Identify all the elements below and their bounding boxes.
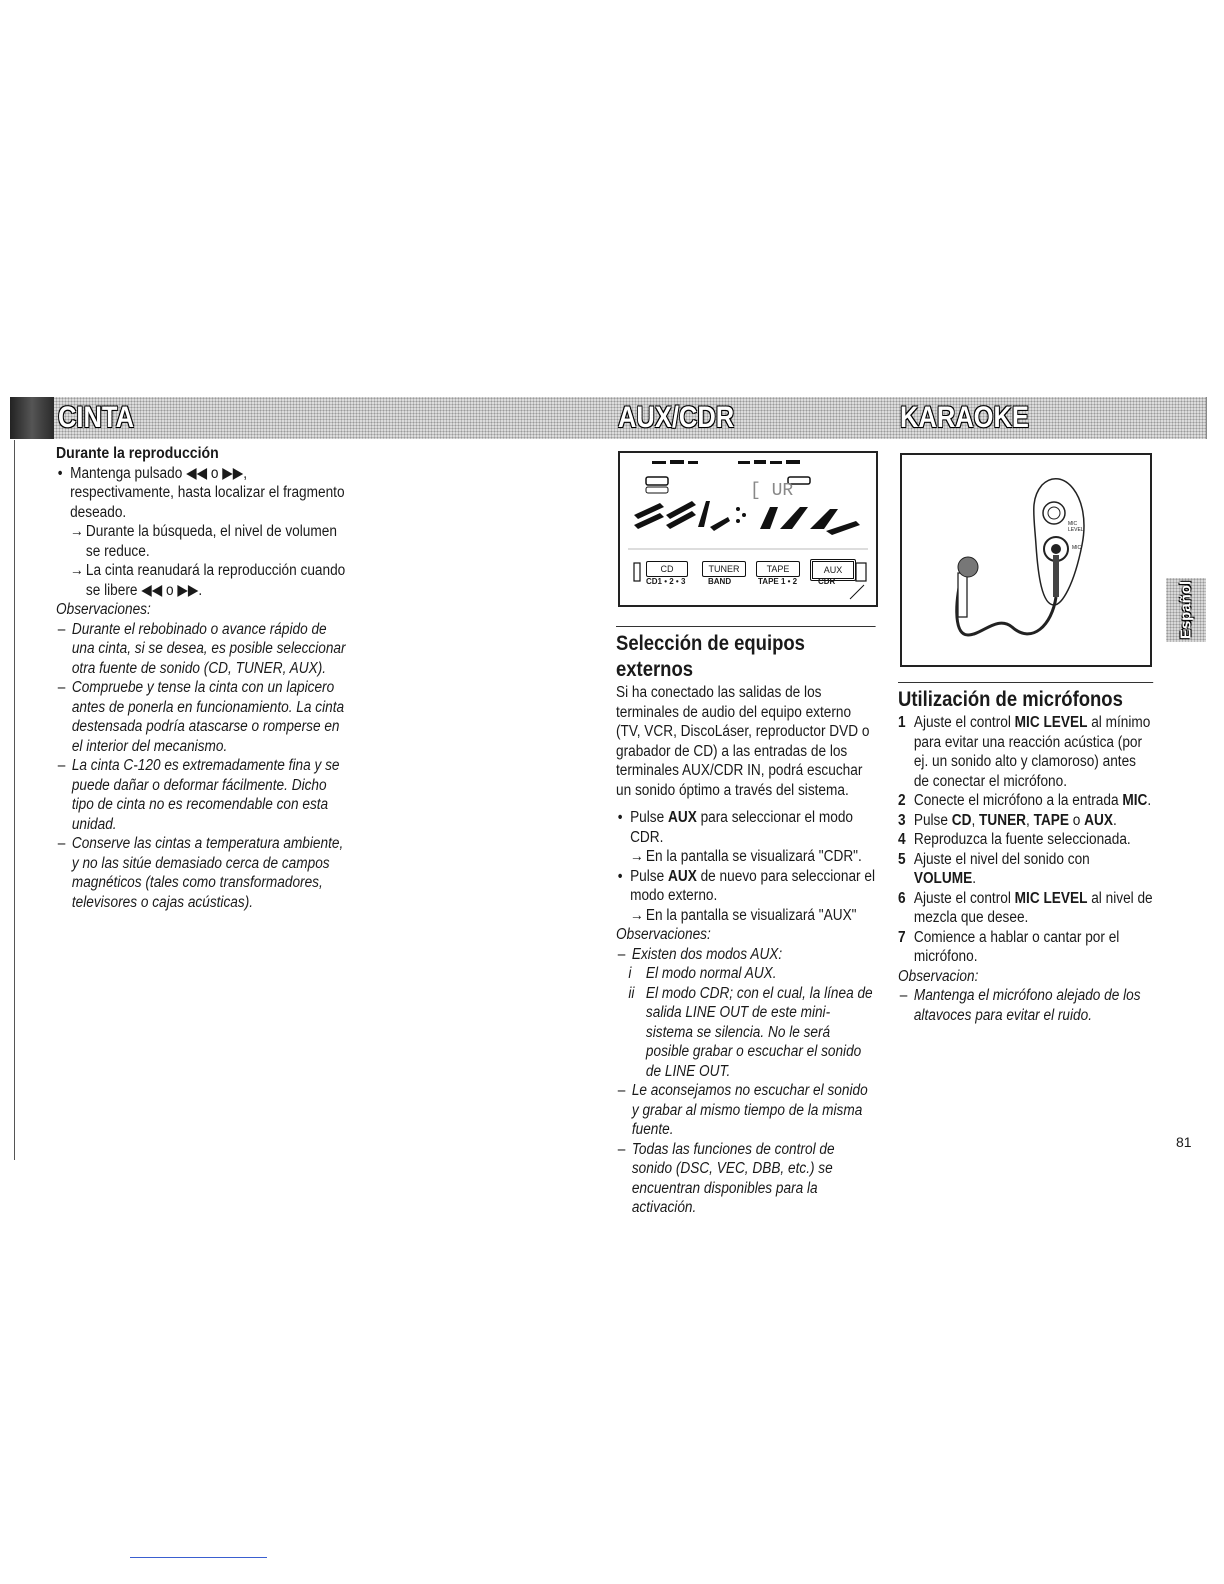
cinta-note-2 [56, 678, 346, 756]
cinta-note-3-text: La cinta C-120 es extremadamente fina y se puede dañar o deformar fácilmente. Dicho tipo de cinta no es recomendable con esta unidad. [71, 757, 340, 833]
cinta-arrow-1-text: Durante la búsqueda, el nivel de volumen se reduce. [85, 523, 337, 560]
lcd-display-illustration [618, 451, 878, 607]
step-number: 7 [898, 928, 906, 946]
section-title-aux: AUX/CDR [618, 401, 735, 434]
karaoke-step-1 [898, 713, 1153, 791]
step-3-sep: , [971, 811, 980, 829]
step-3-sep: o [1069, 811, 1085, 829]
aux-key-label: AUX [668, 867, 697, 885]
aux-sub-ii-text: El modo CDR; con el cual, la línea de salida LINE OUT de este mini-sistema se silencia. No le será posible grabar o escuchar el sonido de LINE OUT. [645, 984, 873, 1080]
step-number: 1 [898, 714, 906, 731]
step-number: 4 [898, 831, 906, 848]
dash-mark: – [57, 757, 66, 774]
language-tab-label: Español [1177, 580, 1195, 640]
cinta-arrow-1 [56, 522, 346, 561]
footer-line [130, 1557, 267, 1558]
lcd-label-cdr: CDR [818, 577, 836, 586]
karaoke-step-6 [898, 889, 1153, 928]
margin-rule [14, 440, 15, 1160]
aux-intro: Si ha conectado las salidas de los terminales de audio del equipo externo (TV, VCR, DiscoLáser, reproductor DVD o grabador de CD) a las entradas de los terminales AUX/CDR IN, podrá escuchar un sonido óptimo a través del sistema. [616, 684, 870, 799]
step-2-post: . [1147, 792, 1152, 809]
aux-note-1 [616, 945, 876, 965]
microphone-illustration [900, 453, 1152, 667]
karaoke-step-7 [898, 928, 1153, 967]
lcd-label-band: BAND [708, 577, 732, 586]
microphone-icon [902, 455, 1150, 665]
step-4-text: Reproduzca la fuente seleccionada. [913, 831, 1131, 848]
aux-bullet-2-post: de nuevo para seleccionar el modo externo. [630, 867, 876, 904]
aux-bullet-1-post: para seleccionar el modo CDR. [630, 809, 854, 846]
aux-note-3-text: Todas las funciones de control de sonido (DSC, VEC, DBB, etc.) se encuentran disponibles para la activación. [631, 1140, 835, 1216]
arrow-icon: → [630, 906, 644, 924]
aux-bullet-1 [616, 808, 876, 847]
aux-note-2 [616, 1081, 876, 1140]
step-6-post: al nivel de mezcla que desee. [913, 889, 1153, 926]
cinta-arrow-2 [56, 561, 346, 600]
dash-mark: – [899, 987, 908, 1004]
arrow-icon: → [70, 562, 84, 579]
step-5-pre: Ajuste el nivel del sonido con [913, 850, 1090, 868]
arrow-icon: → [630, 848, 644, 865]
dash-mark: – [617, 945, 626, 963]
language-side-tab [1166, 578, 1206, 642]
step-3-sep: , [1026, 811, 1034, 829]
aux-title: Selección de equipos externos [616, 626, 876, 683]
aux-arrow-2 [616, 906, 876, 926]
cinta-arrow-2-text: La cinta reanudará la reproducción cuando se libere ◀◀ o ▶▶. [85, 562, 346, 599]
arrow-icon: → [70, 523, 84, 540]
dash-mark: – [617, 1082, 626, 1099]
aux-bullet-2-pre: Pulse [630, 867, 669, 885]
lcd-tuner-button: TUNER [702, 561, 746, 577]
aux-arrow-2-text: En la pantalla se visualizará "AUX" [645, 906, 857, 924]
step-1-post: al mínimo para evitar una reacción acústica (por ej. un sonido alto y clamoroso) antes de conectar el micrófono. [913, 714, 1151, 790]
cinta-note-4 [56, 834, 346, 912]
aux-note-2-text: Le aconsejamos no escuchar el sonido y grabar al mismo tiempo de la misma fuente. [631, 1082, 868, 1138]
aux-sub-i-text: El modo normal AUX. [645, 965, 777, 982]
aux-notes-heading: Observaciones: [616, 926, 711, 943]
step-1-key: MIC LEVEL [1014, 714, 1088, 731]
page-number: 81 [1176, 1134, 1192, 1150]
lcd-aux-button: AUX [810, 559, 856, 581]
karaoke-note-1-text: Mantenga el micrófono alejado de los altavoces para evitar el ruido. [913, 987, 1141, 1024]
aux-arrow-1-text: En la pantalla se visualizará "CDR". [645, 848, 862, 865]
aux-arrow-1 [616, 847, 876, 867]
karaoke-column [898, 682, 1154, 1025]
dash-mark: – [57, 679, 66, 696]
mic-level-label: MIC LEVEL [1068, 521, 1084, 533]
aux-key-label: AUX [668, 809, 697, 826]
step-3-key-tape: TAPE [1033, 811, 1070, 829]
cinta-note-1-text: Durante el rebobinado o avance rápido de una cinta, si se desea, es posible seleccionar otra fuente de sonido (CD, TUNER, AUX). [71, 620, 346, 677]
step-3-key-cd: CD [951, 811, 972, 829]
step-number: 5 [898, 850, 906, 868]
cinta-heading: Durante la reproducción [56, 445, 219, 462]
karaoke-notes-heading: Observacion: [898, 967, 979, 985]
mic-input-label: MIC [1072, 545, 1082, 551]
aux-sub-ii-marker: ii [628, 984, 635, 1002]
cinta-bullet-1: • Mantenga pulsado ◀◀ o ▶▶, respectivamente, hasta localizar el fragmento deseado. [56, 464, 346, 523]
step-3-pre: Pulse [913, 811, 952, 829]
aux-sub-i-marker: i [628, 965, 632, 982]
lcd-label-cd: CD1 • 2 • 3 [646, 577, 686, 586]
svg-text:[ UR: [ UR [750, 481, 794, 501]
step-number: 6 [898, 889, 906, 907]
header-tab-marker [10, 397, 54, 439]
step-6-pre: Ajuste el control [913, 889, 1015, 907]
lcd-cd-button: CD [646, 561, 688, 577]
step-2-pre: Conecte el micrófono a la entrada [913, 792, 1123, 809]
step-3-key-tuner: TUNER [979, 811, 1027, 829]
cinta-column [56, 444, 346, 912]
dash-mark: – [57, 835, 66, 852]
header-right-rule [1206, 397, 1207, 439]
step-5-key: VOLUME [913, 870, 973, 887]
step-3-post: . [1112, 811, 1117, 829]
section-title-cinta: CINTA [58, 401, 135, 434]
section-title-karaoke: KARAOKE [900, 401, 1029, 434]
karaoke-step-2 [898, 791, 1153, 811]
dash-mark: – [57, 620, 66, 638]
cinta-note-1 [56, 620, 346, 679]
step-7-text: Comience a hablar o cantar por el micrófono. [913, 928, 1120, 965]
karaoke-step-5 [898, 850, 1153, 889]
karaoke-step-4 [898, 830, 1153, 850]
lcd-tape-button: TAPE [756, 561, 800, 577]
step-3-key-aux: AUX [1084, 811, 1113, 829]
step-2-key: MIC [1122, 792, 1148, 809]
cinta-note-4-text: Conserve las cintas a temperatura ambiente, y no las sitúe demasiado cerca de campos magnéticos (tales como transformadores, televisores o cajas acústicas). [71, 835, 344, 911]
aux-sub-ii [616, 984, 876, 1082]
karaoke-step-3 [898, 811, 1153, 831]
aux-column [616, 626, 876, 1218]
cinta-note-2-text: Compruebe y tense la cinta con un lapicero antes de ponerla en funcionamiento. La cinta destensada podría atascarse o romperse en el interior del mecanismo. [71, 679, 345, 755]
step-number: 2 [898, 792, 906, 809]
aux-note-3 [616, 1140, 876, 1218]
step-6-key: MIC LEVEL [1014, 889, 1088, 907]
aux-bullet-2 [616, 867, 876, 906]
step-5-post: . [972, 870, 976, 887]
karaoke-note-1 [898, 986, 1153, 1025]
step-number: 3 [898, 811, 906, 829]
cinta-notes-heading: Observaciones: [56, 601, 151, 618]
lcd-label-tape: TAPE 1 • 2 [758, 577, 798, 586]
cinta-note-3 [56, 756, 346, 834]
aux-note-1-text: Existen dos modos AUX: [631, 945, 783, 963]
dash-mark: – [617, 1140, 626, 1158]
aux-sub-i [616, 964, 876, 984]
karaoke-title: Utilización de micrófonos [898, 682, 1153, 713]
step-1-pre: Ajuste el control [913, 714, 1015, 731]
aux-bullet-1-pre: Pulse [630, 809, 669, 826]
